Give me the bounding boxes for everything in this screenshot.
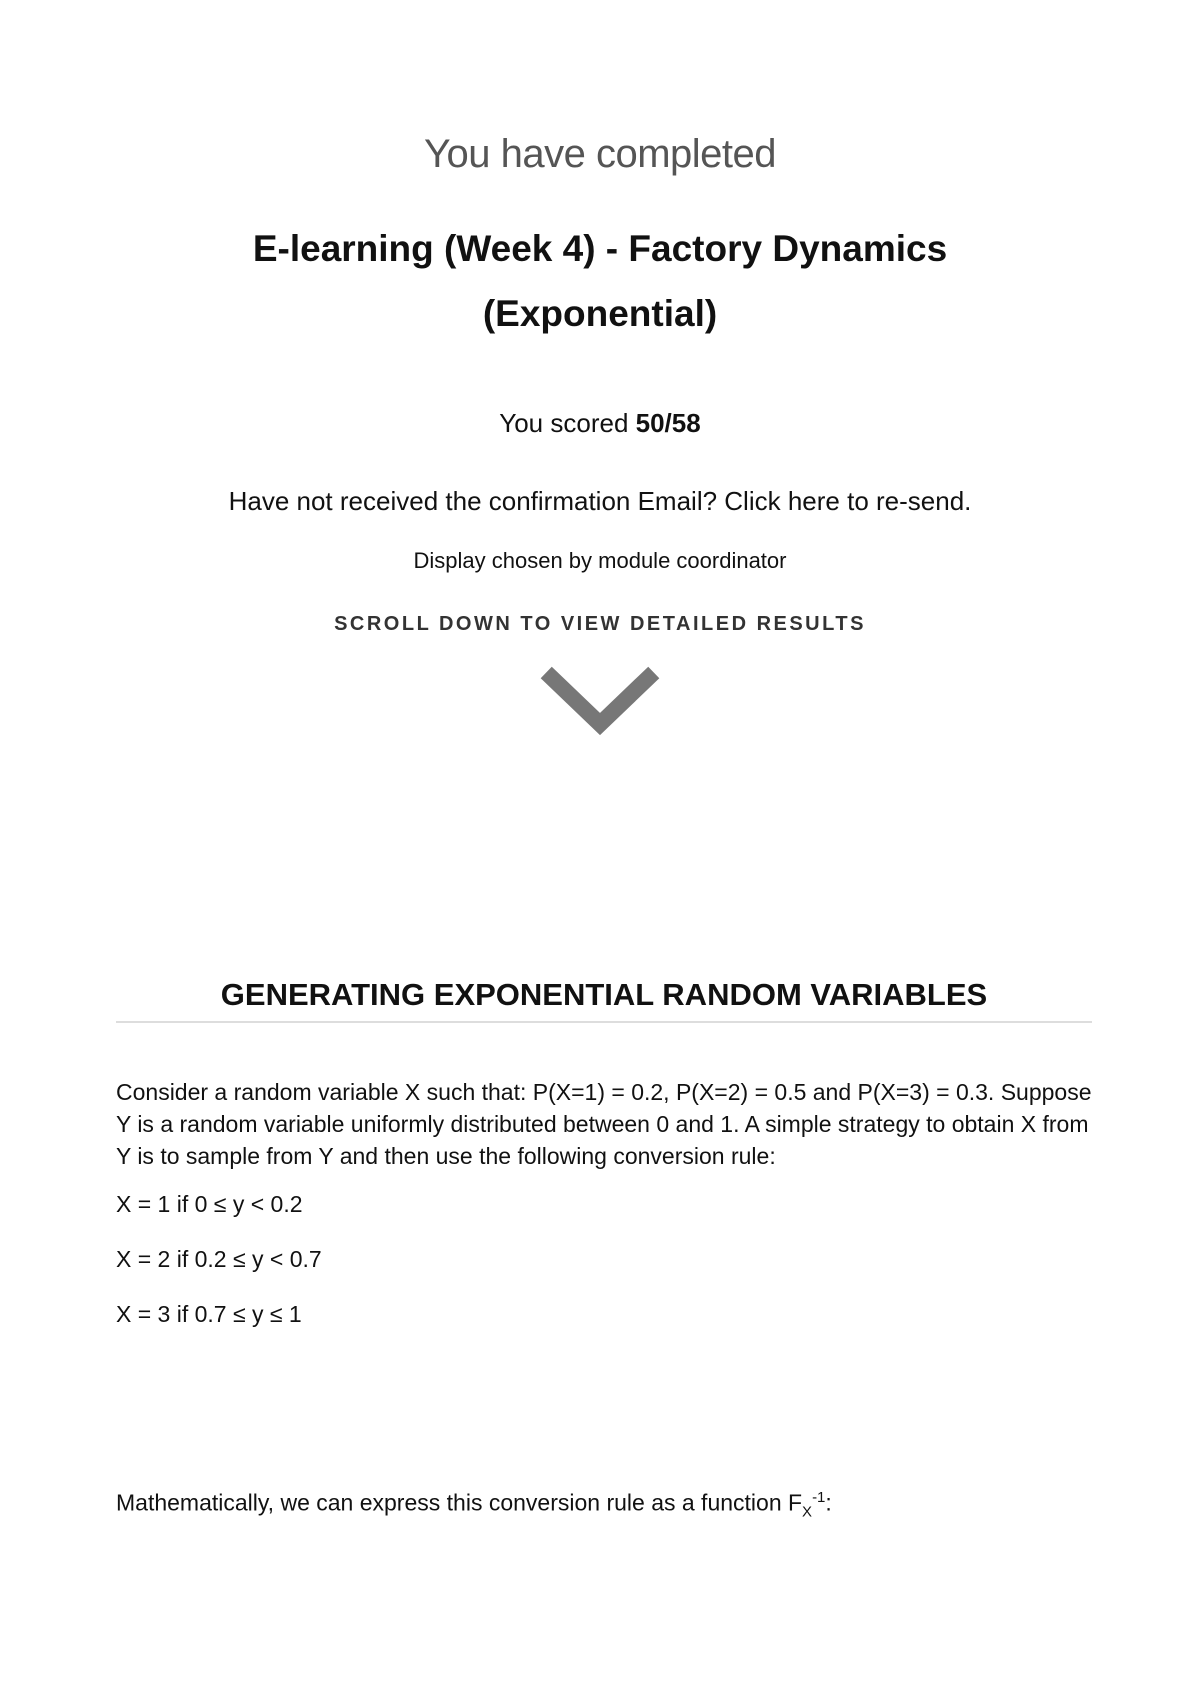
- score-value: 50/58: [635, 408, 701, 438]
- rule-line: X = 3 if 0.7 ≤ y ≤ 1: [116, 1301, 302, 1327]
- completion-panel: [0, 130, 1200, 736]
- math-paragraph: [116, 1482, 1092, 1528]
- math-text: Mathematically, we can express this conversion rule as a function F: [116, 1489, 803, 1516]
- rule-line: X = 2 if 0.2 ≤ y < 0.7: [116, 1246, 322, 1272]
- display-note: Display chosen by module coordinator: [413, 548, 787, 573]
- scroll-hint: [0, 606, 1200, 642]
- quiz-title: E-learning (Week 4) - Factory Dynamics (Exponential): [252, 228, 948, 334]
- score-line: [0, 406, 1200, 440]
- resend-email-link[interactable]: Have not received the confirmation Email? Click here to re-send.: [228, 486, 972, 516]
- math-end: :: [825, 1489, 832, 1516]
- scroll-hint-text: SCROLL DOWN TO VIEW DETAILED RESULTS: [334, 613, 866, 635]
- question-body: [116, 1076, 1092, 1353]
- math-superscript: -1: [812, 1489, 826, 1506]
- section-heading: GENERATING EXPONENTIAL RANDOM VARIABLES: [116, 975, 1092, 1023]
- math-subscript: X: [802, 1503, 813, 1521]
- score-prefix: You scored: [499, 408, 636, 438]
- chevron-down-icon[interactable]: [540, 666, 660, 736]
- completed-label: You have completed: [423, 132, 776, 176]
- intro-paragraph: Consider a random variable X such that: P(X=1) = 0.2, P(X=2) = 0.5 and P(X=3) = 0.3. Suppose Y is a random variable uniformly distributed between 0 and 1. A simple strategy to obtain X from Y is to sample from Y and then use the following conversion rule:: [116, 1079, 1092, 1169]
- rule-line: X = 1 if 0 ≤ y < 0.2: [116, 1191, 303, 1217]
